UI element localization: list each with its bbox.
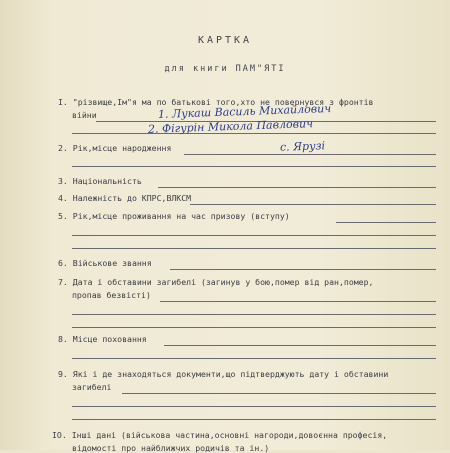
field-7-line-1 bbox=[160, 301, 436, 302]
field-1-label-cont: війни bbox=[72, 110, 97, 120]
field-4-label: 4. Належність до КПРС,ВЛКСМ bbox=[58, 193, 192, 203]
field-8-label: 8. Місце поховання bbox=[58, 334, 147, 344]
handwritten-birthplace: с. Ярузі bbox=[279, 139, 326, 154]
page-title: КАРТКА bbox=[197, 35, 253, 46]
field-1-line-2 bbox=[72, 133, 436, 134]
field-7-line-2 bbox=[72, 314, 436, 315]
field-5-label: 5. Рік,місце проживання на час призову (вступу) bbox=[58, 211, 290, 221]
field-5-line-1 bbox=[336, 222, 436, 223]
field-7-line-3 bbox=[72, 327, 436, 328]
handwritten-name-1: 1. Лукаш Василь Михайлович bbox=[157, 101, 332, 122]
field-8-line-2 bbox=[72, 358, 436, 359]
field-9-line-1 bbox=[122, 393, 436, 394]
field-6-line bbox=[170, 269, 436, 270]
field-7-label-cont: пропав безвісті) bbox=[72, 290, 151, 300]
field-2-label: 2. Рік,місце народження bbox=[58, 143, 172, 153]
field-9-label-cont: загибелі bbox=[72, 382, 112, 392]
page-subtitle: для книги ПАМ"ЯТІ bbox=[164, 64, 286, 74]
field-9-line-2 bbox=[72, 406, 436, 407]
field-9-line-3 bbox=[72, 419, 436, 420]
field-2-line-1 bbox=[184, 154, 436, 155]
field-2-line-2 bbox=[72, 166, 436, 167]
handwritten-name-2: 2. Фігурін Микола Павлович bbox=[147, 117, 314, 136]
field-5-line-2 bbox=[72, 235, 436, 236]
field-1-label: І. "різвище,Ім"я ма по батькові того,хто не повернувся з фронтів bbox=[58, 97, 374, 107]
field-9-label: 9. Які і де знаходяться документи,що підтверджують дату і обставини bbox=[58, 369, 389, 379]
field-3-label: 3. Національність bbox=[58, 176, 142, 186]
field-6-label: 6. Військове звання bbox=[58, 258, 152, 268]
field-10-label: ІО. Інші дані (військова частина,основні нагороди,довоєнна професія, bbox=[52, 430, 388, 440]
field-5-line-3 bbox=[72, 248, 436, 249]
field-10-label-cont: відомості про найближчих родичів та ін.) bbox=[72, 443, 270, 453]
field-8-line-1 bbox=[164, 345, 436, 346]
field-3-line bbox=[158, 187, 436, 188]
field-4-line bbox=[190, 204, 436, 205]
field-7-label: 7. Дата і обставини загибелі (загинув у бою,помер від ран,помер, bbox=[58, 277, 374, 287]
